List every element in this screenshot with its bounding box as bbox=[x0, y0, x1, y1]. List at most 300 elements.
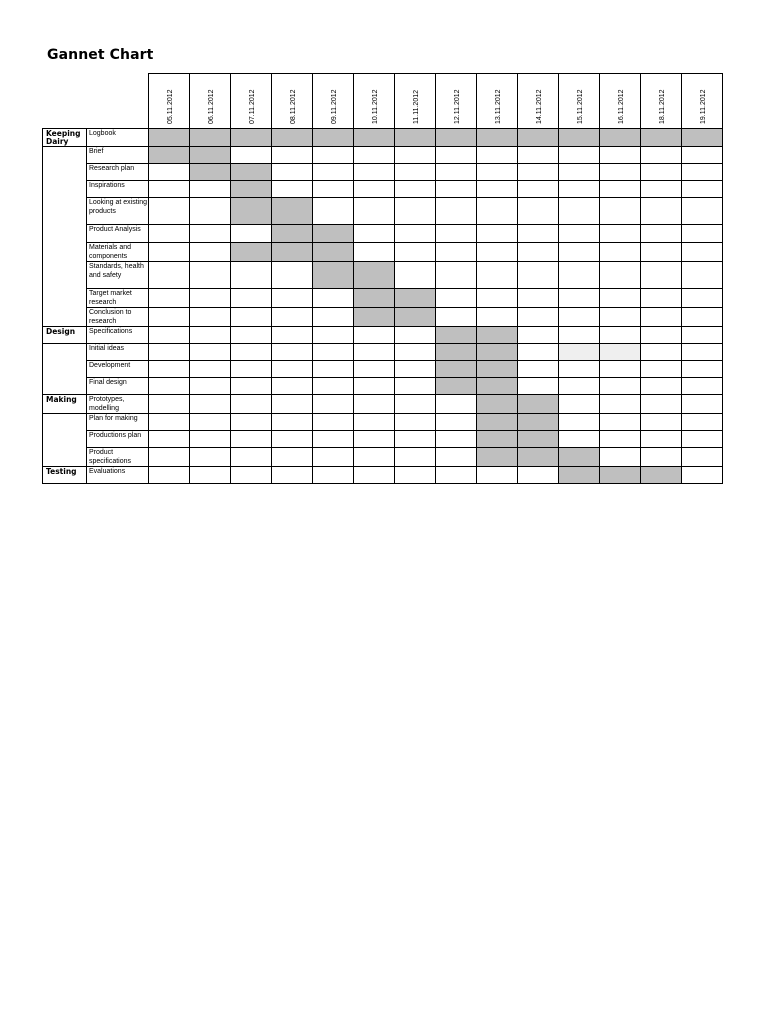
gantt-empty-cell bbox=[231, 395, 272, 414]
gantt-empty-cell bbox=[559, 181, 600, 198]
gantt-empty-cell bbox=[559, 164, 600, 181]
gantt-empty-cell bbox=[190, 327, 231, 344]
gantt-bar-cell bbox=[313, 243, 354, 262]
task-row bbox=[43, 147, 723, 164]
task-name: Brief bbox=[87, 147, 149, 164]
gantt-empty-cell bbox=[231, 344, 272, 361]
gantt-empty-cell bbox=[641, 361, 682, 378]
gantt-empty-cell bbox=[149, 225, 190, 243]
gantt-empty-cell bbox=[559, 308, 600, 327]
gantt-empty-cell bbox=[395, 198, 436, 225]
category-cell: Making bbox=[43, 395, 87, 414]
gantt-empty-cell bbox=[600, 164, 641, 181]
gantt-empty-cell bbox=[149, 414, 190, 431]
gantt-empty-cell bbox=[395, 414, 436, 431]
task-name: Logbook bbox=[87, 129, 149, 147]
gantt-empty-cell bbox=[231, 414, 272, 431]
gantt-empty-cell bbox=[354, 198, 395, 225]
gantt-empty-cell bbox=[272, 344, 313, 361]
gantt-empty-cell bbox=[395, 378, 436, 395]
task-name: Specifications bbox=[87, 327, 149, 344]
gantt-empty-cell bbox=[272, 262, 313, 289]
gantt-empty-cell bbox=[641, 431, 682, 448]
gantt-empty-cell bbox=[641, 289, 682, 308]
gantt-bar-cell bbox=[272, 129, 313, 147]
gantt-empty-cell bbox=[436, 262, 477, 289]
gantt-empty-cell bbox=[354, 414, 395, 431]
date-header bbox=[272, 74, 313, 129]
date-header bbox=[395, 74, 436, 129]
gantt-empty-cell bbox=[190, 395, 231, 414]
gantt-empty-cell bbox=[149, 164, 190, 181]
gantt-empty-cell bbox=[559, 414, 600, 431]
gantt-empty-cell bbox=[477, 262, 518, 289]
gantt-table bbox=[42, 73, 723, 484]
gantt-empty-cell bbox=[354, 147, 395, 164]
gantt-empty-cell bbox=[190, 308, 231, 327]
gantt-empty-cell bbox=[149, 395, 190, 414]
gantt-empty-cell bbox=[149, 181, 190, 198]
gantt-empty-cell bbox=[354, 361, 395, 378]
date-header bbox=[682, 74, 723, 129]
gantt-empty-cell bbox=[395, 147, 436, 164]
gantt-empty-cell bbox=[149, 308, 190, 327]
gantt-empty-cell bbox=[313, 361, 354, 378]
date-label: 07.11.2012 bbox=[249, 89, 256, 124]
gantt-bar-cell bbox=[395, 308, 436, 327]
date-header bbox=[600, 74, 641, 129]
gantt-bar-cell bbox=[231, 198, 272, 225]
gantt-bar-cell bbox=[231, 243, 272, 262]
gantt-empty-cell bbox=[395, 448, 436, 467]
date-header bbox=[190, 74, 231, 129]
gantt-bar-cell bbox=[477, 395, 518, 414]
gantt-empty-cell bbox=[641, 164, 682, 181]
gantt-bar-cell bbox=[354, 308, 395, 327]
gantt-bar-cell bbox=[190, 164, 231, 181]
gantt-empty-cell bbox=[559, 198, 600, 225]
gantt-empty-cell bbox=[231, 327, 272, 344]
gantt-bar-cell bbox=[559, 467, 600, 484]
header-blank-cell bbox=[43, 74, 149, 129]
gantt-empty-cell bbox=[354, 378, 395, 395]
gantt-empty-cell bbox=[272, 448, 313, 467]
date-label: 18.11.2012 bbox=[659, 89, 666, 124]
gantt-bar-cell bbox=[436, 327, 477, 344]
task-row bbox=[43, 467, 723, 484]
gantt-empty-cell bbox=[518, 344, 559, 361]
gantt-empty-cell bbox=[149, 431, 190, 448]
task-name: Target market research bbox=[87, 289, 149, 308]
gantt-empty-cell bbox=[682, 327, 723, 344]
date-header bbox=[231, 74, 272, 129]
gantt-bar-cell bbox=[354, 129, 395, 147]
gantt-empty-cell bbox=[436, 147, 477, 164]
date-header bbox=[477, 74, 518, 129]
gantt-empty-cell bbox=[477, 467, 518, 484]
gantt-empty-cell bbox=[190, 262, 231, 289]
gantt-empty-cell bbox=[313, 164, 354, 181]
gantt-empty-cell bbox=[313, 198, 354, 225]
gantt-bar-cell bbox=[436, 361, 477, 378]
gantt-empty-cell bbox=[600, 395, 641, 414]
gantt-empty-cell bbox=[682, 164, 723, 181]
gantt-empty-cell bbox=[518, 225, 559, 243]
gantt-empty-cell bbox=[313, 344, 354, 361]
gantt-empty-cell bbox=[354, 395, 395, 414]
gantt-empty-cell bbox=[682, 289, 723, 308]
gantt-empty-cell bbox=[436, 448, 477, 467]
gantt-empty-cell bbox=[682, 361, 723, 378]
gantt-empty-cell bbox=[477, 289, 518, 308]
gantt-empty-cell bbox=[313, 327, 354, 344]
gantt-empty-cell bbox=[231, 361, 272, 378]
gantt-empty-cell bbox=[313, 448, 354, 467]
category-cell bbox=[43, 147, 87, 327]
gantt-empty-cell bbox=[436, 431, 477, 448]
gantt-empty-cell bbox=[354, 225, 395, 243]
gantt-empty-cell bbox=[641, 327, 682, 344]
gantt-empty-cell bbox=[682, 395, 723, 414]
gantt-empty-cell bbox=[272, 414, 313, 431]
gantt-empty-cell bbox=[682, 225, 723, 243]
gantt-bar-cell bbox=[477, 448, 518, 467]
gantt-bar-cell bbox=[231, 129, 272, 147]
task-row bbox=[43, 262, 723, 289]
gantt-empty-cell bbox=[600, 262, 641, 289]
gantt-empty-cell bbox=[559, 327, 600, 344]
gantt-empty-cell bbox=[682, 147, 723, 164]
gantt-empty-cell bbox=[600, 198, 641, 225]
task-name: Materials and components bbox=[87, 243, 149, 262]
gantt-bar-cell bbox=[518, 129, 559, 147]
gantt-empty-cell bbox=[682, 262, 723, 289]
gantt-empty-cell bbox=[395, 467, 436, 484]
gantt-empty-cell bbox=[641, 181, 682, 198]
gantt-empty-cell bbox=[682, 181, 723, 198]
gantt-empty-cell bbox=[354, 327, 395, 344]
gantt-empty-cell bbox=[395, 395, 436, 414]
gantt-empty-cell bbox=[272, 378, 313, 395]
gantt-empty-cell bbox=[518, 243, 559, 262]
gantt-empty-cell bbox=[231, 225, 272, 243]
task-row bbox=[43, 289, 723, 308]
gantt-empty-cell bbox=[600, 378, 641, 395]
date-label: 11.11.2012 bbox=[413, 90, 420, 124]
gantt-empty-cell bbox=[354, 344, 395, 361]
gantt-bar-cell bbox=[313, 262, 354, 289]
gantt-empty-cell bbox=[190, 289, 231, 308]
date-label: 08.11.2012 bbox=[290, 89, 297, 124]
gantt-bar-cell bbox=[477, 129, 518, 147]
gantt-empty-cell bbox=[272, 308, 313, 327]
task-name: Standards, health and safety bbox=[87, 262, 149, 289]
gantt-empty-cell bbox=[559, 243, 600, 262]
date-header bbox=[518, 74, 559, 129]
gantt-empty-cell bbox=[600, 147, 641, 164]
task-row bbox=[43, 243, 723, 262]
gantt-empty-cell bbox=[149, 378, 190, 395]
gantt-empty-cell bbox=[682, 378, 723, 395]
gantt-empty-cell bbox=[641, 308, 682, 327]
gantt-bar-cell bbox=[600, 129, 641, 147]
gantt-empty-cell bbox=[600, 448, 641, 467]
gantt-empty-cell bbox=[149, 344, 190, 361]
gantt-empty-cell bbox=[395, 344, 436, 361]
gantt-bar-cell bbox=[190, 129, 231, 147]
gantt-empty-cell bbox=[231, 147, 272, 164]
gantt-empty-cell bbox=[477, 164, 518, 181]
gantt-empty-cell bbox=[559, 289, 600, 308]
gantt-empty-cell bbox=[641, 395, 682, 414]
gantt-empty-cell bbox=[272, 467, 313, 484]
task-name: Inspirations bbox=[87, 181, 149, 198]
task-row bbox=[43, 361, 723, 378]
gantt-empty-cell bbox=[272, 395, 313, 414]
gantt-empty-cell bbox=[149, 198, 190, 225]
gantt-empty-cell bbox=[518, 147, 559, 164]
gantt-empty-cell bbox=[231, 308, 272, 327]
gantt-empty-cell bbox=[354, 243, 395, 262]
gantt-empty-cell bbox=[149, 448, 190, 467]
task-row bbox=[43, 164, 723, 181]
task-row bbox=[43, 129, 723, 147]
gantt-empty-cell bbox=[272, 327, 313, 344]
gantt-empty-cell bbox=[559, 395, 600, 414]
gantt-empty-cell bbox=[682, 467, 723, 484]
gantt-empty-cell bbox=[477, 225, 518, 243]
gantt-bar-cell bbox=[354, 262, 395, 289]
date-label: 15.11.2012 bbox=[577, 89, 584, 124]
gantt-empty-cell bbox=[231, 448, 272, 467]
gantt-empty-cell bbox=[395, 431, 436, 448]
gantt-empty-cell bbox=[313, 181, 354, 198]
task-row bbox=[43, 198, 723, 225]
gantt-empty-cell bbox=[313, 467, 354, 484]
task-name: Plan for making bbox=[87, 414, 149, 431]
task-name: Research plan bbox=[87, 164, 149, 181]
gantt-bar-cell bbox=[272, 225, 313, 243]
gantt-bar-cell bbox=[231, 181, 272, 198]
task-name: Looking at existing products bbox=[87, 198, 149, 225]
category-cell: Testing bbox=[43, 467, 87, 484]
gantt-bar-cell bbox=[518, 414, 559, 431]
gantt-empty-cell bbox=[559, 378, 600, 395]
task-name: Initial ideas bbox=[87, 344, 149, 361]
gantt-bar-cell bbox=[436, 129, 477, 147]
gantt-empty-cell bbox=[518, 181, 559, 198]
gantt-empty-cell bbox=[272, 431, 313, 448]
gantt-empty-cell bbox=[354, 467, 395, 484]
gantt-empty-cell bbox=[395, 262, 436, 289]
page-title: Gannet Chart bbox=[47, 47, 154, 63]
gantt-bar-cell bbox=[272, 198, 313, 225]
task-row bbox=[43, 327, 723, 344]
task-row bbox=[43, 344, 723, 361]
gantt-bar-cell bbox=[518, 448, 559, 467]
gantt-empty-cell bbox=[600, 414, 641, 431]
gantt-bar-cell bbox=[313, 129, 354, 147]
gantt-empty-cell bbox=[190, 448, 231, 467]
gantt-bar-cell bbox=[477, 431, 518, 448]
date-label: 12.11.2012 bbox=[454, 89, 461, 124]
gantt-empty-cell bbox=[313, 378, 354, 395]
gantt-empty-cell bbox=[231, 431, 272, 448]
gantt-empty-cell bbox=[395, 225, 436, 243]
date-header bbox=[436, 74, 477, 129]
gantt-bar-cell bbox=[477, 327, 518, 344]
gantt-empty-cell bbox=[149, 467, 190, 484]
gantt-empty-cell bbox=[600, 225, 641, 243]
gantt-bar-cell bbox=[313, 225, 354, 243]
gantt-empty-cell bbox=[518, 361, 559, 378]
gantt-bar-cell bbox=[149, 129, 190, 147]
gantt-bar-cell bbox=[641, 129, 682, 147]
gantt-empty-cell bbox=[436, 243, 477, 262]
date-label: 09.11.2012 bbox=[331, 89, 338, 124]
gantt-empty-cell bbox=[600, 243, 641, 262]
gantt-empty-cell bbox=[395, 243, 436, 262]
gantt-empty-cell bbox=[272, 289, 313, 308]
gantt-empty-cell bbox=[436, 198, 477, 225]
gantt-empty-cell bbox=[313, 147, 354, 164]
date-label: 14.11.2012 bbox=[536, 89, 543, 124]
gantt-empty-cell bbox=[518, 308, 559, 327]
date-label: 13.11.2012 bbox=[495, 89, 502, 124]
gantt-bar-cell bbox=[190, 147, 231, 164]
gantt-empty-cell bbox=[313, 431, 354, 448]
gantt-empty-cell bbox=[395, 361, 436, 378]
gantt-empty-cell bbox=[149, 327, 190, 344]
gantt-empty-cell bbox=[190, 414, 231, 431]
date-header bbox=[641, 74, 682, 129]
gantt-bar-cell bbox=[231, 164, 272, 181]
gantt-empty-cell bbox=[190, 344, 231, 361]
gantt-empty-cell bbox=[477, 147, 518, 164]
gantt-empty-cell bbox=[190, 431, 231, 448]
task-name: Productions plan bbox=[87, 431, 149, 448]
gantt-empty-cell bbox=[641, 344, 682, 361]
task-name: Final design bbox=[87, 378, 149, 395]
task-row bbox=[43, 225, 723, 243]
gantt-empty-cell bbox=[149, 289, 190, 308]
gantt-empty-cell bbox=[436, 308, 477, 327]
gantt-empty-cell bbox=[436, 289, 477, 308]
task-row bbox=[43, 431, 723, 448]
date-label: 05.11.2012 bbox=[167, 89, 174, 124]
gantt-empty-cell bbox=[436, 395, 477, 414]
gantt-bar-cell bbox=[354, 289, 395, 308]
gantt-empty-cell bbox=[600, 361, 641, 378]
gantt-empty-cell bbox=[190, 243, 231, 262]
gantt-empty-cell bbox=[190, 467, 231, 484]
date-label: 16.11.2012 bbox=[618, 89, 625, 124]
gantt-empty-cell bbox=[641, 414, 682, 431]
gantt-empty-cell bbox=[559, 361, 600, 378]
gantt-empty-cell bbox=[190, 181, 231, 198]
gantt-bar-cell bbox=[272, 243, 313, 262]
gantt-bar-cell bbox=[641, 467, 682, 484]
gantt-bar-cell bbox=[477, 378, 518, 395]
gantt-empty-cell bbox=[518, 262, 559, 289]
gantt-empty-cell bbox=[600, 327, 641, 344]
gantt-empty-cell bbox=[477, 198, 518, 225]
date-label: 19.11.2012 bbox=[700, 89, 707, 124]
gantt-empty-cell bbox=[231, 262, 272, 289]
category-cell bbox=[43, 344, 87, 395]
gantt-bar-cell bbox=[477, 361, 518, 378]
gantt-bar-cell bbox=[600, 467, 641, 484]
date-label: 06.11.2012 bbox=[208, 89, 215, 124]
gantt-empty-cell bbox=[354, 431, 395, 448]
gantt-bar-cell bbox=[477, 414, 518, 431]
gantt-empty-cell bbox=[272, 181, 313, 198]
task-row bbox=[43, 308, 723, 327]
task-row bbox=[43, 395, 723, 414]
gantt-empty-cell bbox=[682, 344, 723, 361]
date-label: 10.11.2012 bbox=[372, 89, 379, 124]
date-header bbox=[149, 74, 190, 129]
gantt-bar-cell bbox=[518, 395, 559, 414]
gantt-empty-cell bbox=[354, 181, 395, 198]
gantt-empty-cell bbox=[682, 308, 723, 327]
gantt-empty-cell bbox=[190, 378, 231, 395]
gantt-empty-cell bbox=[477, 243, 518, 262]
category-cell: Keeping Dairy bbox=[43, 129, 87, 147]
gantt-empty-cell bbox=[313, 308, 354, 327]
gantt-empty-cell bbox=[641, 262, 682, 289]
gantt-empty-cell bbox=[682, 414, 723, 431]
gantt-empty-cell bbox=[190, 225, 231, 243]
gantt-empty-cell bbox=[149, 361, 190, 378]
gantt-empty-cell bbox=[477, 308, 518, 327]
gantt-empty-cell bbox=[313, 414, 354, 431]
gantt-empty-cell bbox=[559, 147, 600, 164]
gantt-empty-cell bbox=[313, 395, 354, 414]
gantt-empty-cell bbox=[518, 378, 559, 395]
gantt-empty-cell bbox=[395, 181, 436, 198]
task-row bbox=[43, 378, 723, 395]
gantt-bar-cell bbox=[559, 129, 600, 147]
gantt-bar-cell bbox=[395, 129, 436, 147]
gantt-empty-cell bbox=[559, 262, 600, 289]
gantt-empty-cell bbox=[231, 467, 272, 484]
task-row bbox=[43, 414, 723, 431]
gantt-empty-cell bbox=[477, 181, 518, 198]
gantt-empty-cell bbox=[149, 262, 190, 289]
gantt-bar-cell bbox=[395, 289, 436, 308]
gantt-empty-cell bbox=[682, 243, 723, 262]
gantt-empty-cell bbox=[559, 344, 600, 361]
task-name: Conclusion to research bbox=[87, 308, 149, 327]
category-cell bbox=[43, 414, 87, 467]
gantt-empty-cell bbox=[395, 164, 436, 181]
gantt-empty-cell bbox=[682, 431, 723, 448]
gantt-empty-cell bbox=[272, 164, 313, 181]
gantt-empty-cell bbox=[354, 164, 395, 181]
gantt-empty-cell bbox=[518, 164, 559, 181]
gantt-empty-cell bbox=[272, 361, 313, 378]
gantt-empty-cell bbox=[641, 198, 682, 225]
gantt-empty-cell bbox=[641, 378, 682, 395]
gantt-empty-cell bbox=[395, 327, 436, 344]
task-name: Product Analysis bbox=[87, 225, 149, 243]
gantt-bar-cell bbox=[436, 344, 477, 361]
gantt-bar-cell bbox=[477, 344, 518, 361]
gantt-empty-cell bbox=[436, 467, 477, 484]
gantt-empty-cell bbox=[231, 378, 272, 395]
gantt-empty-cell bbox=[436, 181, 477, 198]
